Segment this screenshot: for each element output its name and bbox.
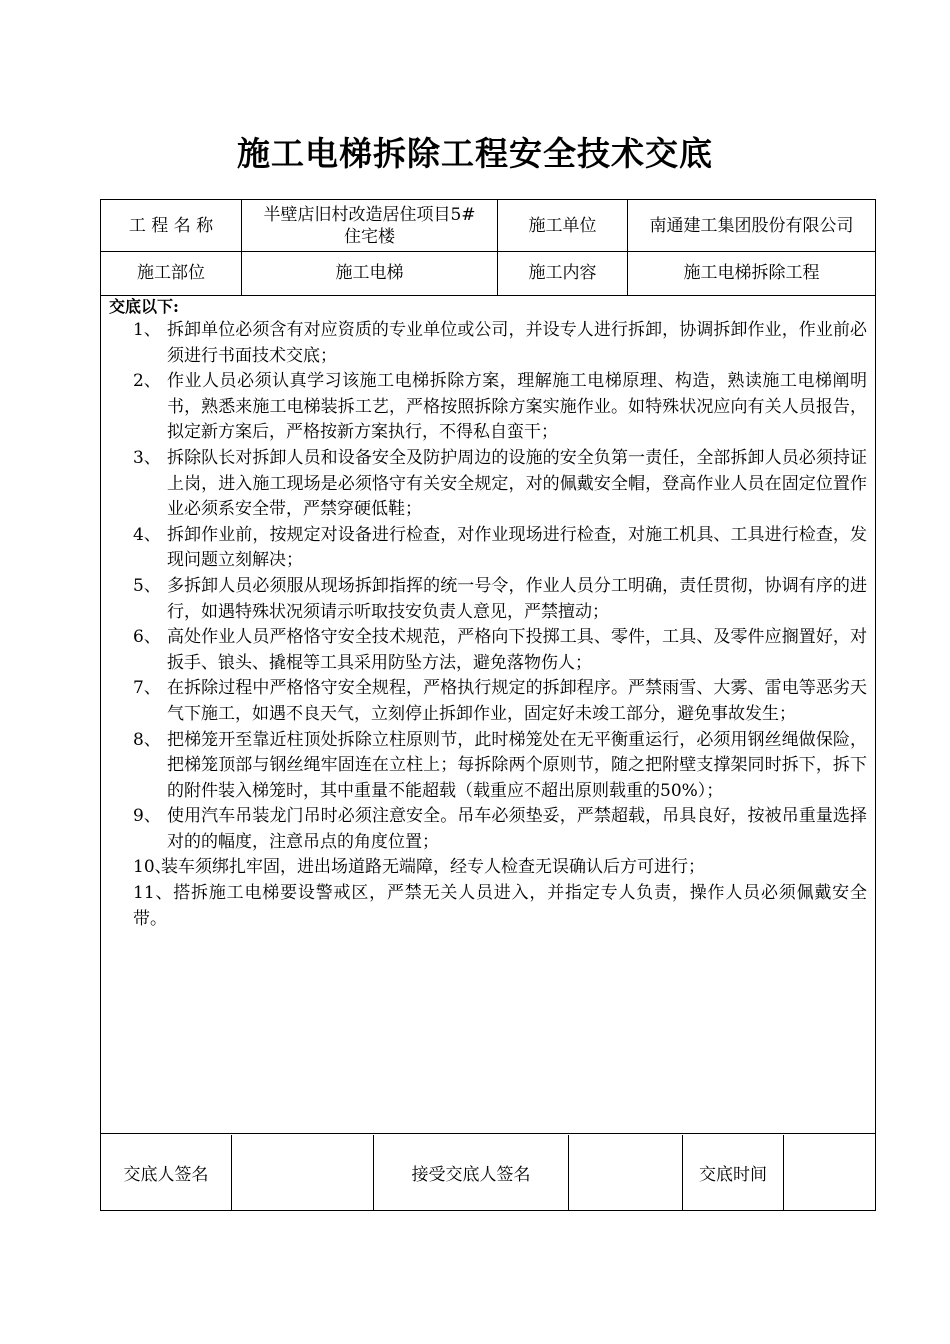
item-text-with-number [109,881,867,932]
construction-part-value: 施工电梯 [242,251,498,295]
disclosure-time-field[interactable] [784,1135,875,1210]
item-text: 多拆卸人员必须服从现场拆卸指挥的统一号令，作业人员分工明确，责任贯彻，协调有序的进行，如遇特殊状况须请示听取技安负责人意见，严禁擅动； [167,575,867,622]
disclosure-item [109,728,867,805]
receiver-signature-label: 接受交底人签名 [374,1135,569,1210]
item-text: 拆除队长对拆卸人员和设备安全及防护周边的设施的安全负第一责任，全部拆卸人员必须持证上岗，进入施工现场是必须恪守有关安全规定，对的佩戴安全帽，登高作业人员在固定位置作业必须系安全带，严禁穿硬低鞋； [167,447,867,520]
item-text: 使用汽车吊装龙门吊时必须注意安全。吊车必须垫妥，严禁超载，吊具良好，按被吊重量选择对的的幅度，注意吊点的角度位置； [167,806,867,852]
disclosure-intro: 交底以下: [109,297,179,316]
item-number: 3、 [133,447,161,468]
project-name-label: 工 程 名 称 [101,200,242,251]
item-number: 11、 [133,883,174,904]
project-name-value: 半壁店旧村改造居住项目5#住宅楼 [242,200,498,251]
construction-part-label: 施工部位 [101,251,242,295]
construction-content-label: 施工内容 [498,251,628,295]
item-text: 作业人员必须认真学习该施工电梯拆除方案，理解施工电梯原理、构造，熟读施工电梯阐明书，熟悉来施工电梯装拆工艺，严格按照拆除方案实施作业。如特殊状况应向有关人员报告，拟定新方案后，严格按新方案执行，不得私自蛮干； [167,371,867,443]
disclosure-item [109,676,867,727]
disclosure-item [109,318,867,369]
disclosure-item [109,446,867,523]
disclosure-item [109,625,867,676]
construction-unit-label: 施工单位 [498,200,628,251]
item-number: 5、 [133,575,161,596]
giver-signature-label: 交底人签名 [101,1135,232,1210]
disclosure-item [109,881,867,932]
item-number: 4、 [133,524,161,545]
receiver-signature-field[interactable] [569,1135,683,1210]
document-title: 施工电梯拆除工程安全技术交底 [237,134,713,173]
header-row-1 [101,200,875,252]
construction-content-value: 施工电梯拆除工程 [683,263,820,283]
disclosure-body [101,296,875,1134]
item-text: 把梯笼开至靠近柱顶处拆除立柱原则节，此时梯笼处在无平衡重运行，必须用钢丝绳做保险，把梯笼顶部与钢丝绳牢固连在立柱上；每拆除两个原则节，随之把附壁支撑架同时拆下，拆下的附件装入梯笼时，其中重量不能超载（载重应不超出原则载重的50%）； [167,729,867,801]
item-number: 8、 [133,729,161,750]
giver-signature-field[interactable] [232,1135,374,1210]
item-number: 10、 [133,857,172,878]
construction-unit-value: 南通建工集团股份有限公司 [649,215,854,236]
item-number: 2、 [133,371,161,392]
item-number: 1、 [133,320,161,340]
disclosure-item [109,574,867,625]
disclosure-form [100,199,876,1211]
disclosure-time-label: 交底时间 [683,1135,784,1210]
item-text: 拆卸单位必须含有对应资质的专业单位或公司，并设专人进行拆卸，协调拆卸作业，作业前必须进行书面技术交底； [167,320,867,366]
item-text: 装车须绑扎牢固，进出场道路无端障，经专人检查无误确认后方可进行； [161,857,705,878]
disclosure-item [109,523,867,574]
disclosure-item [109,804,867,855]
item-text: 在拆除过程中严格恪守安全规程，严格执行规定的拆卸程序。严禁雨雪、大雾、雷电等恶劣天气下施工，如遇不良天气，立刻停止拆卸作业，固定好未竣工部分，避免事故发生； [167,678,867,724]
item-number: 9、 [133,806,161,827]
item-number: 7、 [133,678,161,699]
signature-row [101,1135,875,1210]
item-text: 高处作业人员严格恪守安全技术规范，严格向下投掷工具、零件，工具、及零件应搁置好，对扳手、锒头、撬棍等工具采用防坠方法，避免落物伤人； [167,627,867,673]
header-row-2 [101,251,875,296]
item-number: 6、 [133,627,161,648]
item-text: 搭拆施工电梯要设警戒区，严禁无关人员进入，并指定专人负责，操作人员必须佩戴安全带。 [133,883,867,929]
disclosure-item [109,855,867,881]
item-text: 拆卸作业前，按规定对设备进行检查，对作业现场进行检查，对施工机具、工具进行检查，发现问题立刻解决； [167,524,867,571]
disclosure-items [109,318,867,932]
disclosure-item [109,369,867,446]
